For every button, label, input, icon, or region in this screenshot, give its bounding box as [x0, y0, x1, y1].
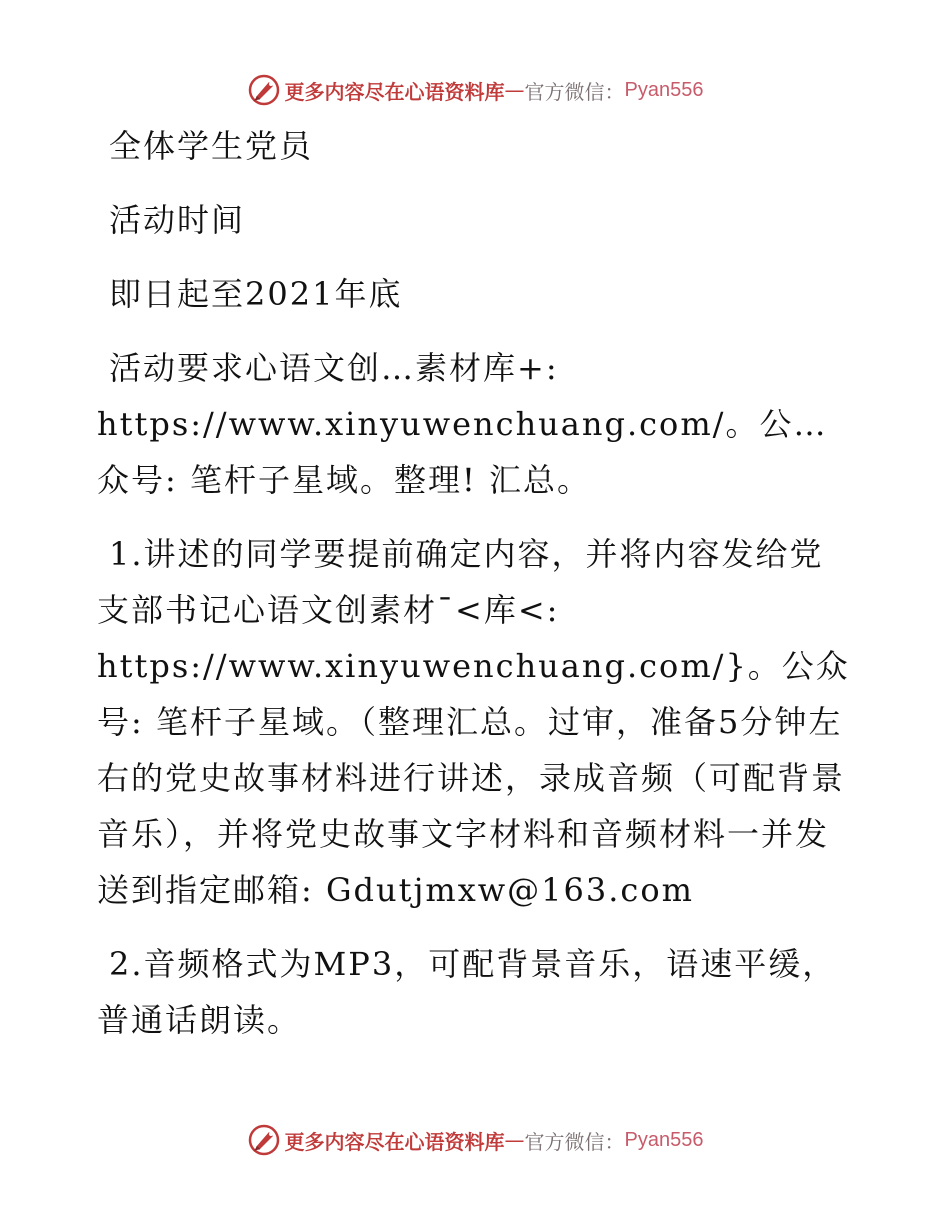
banner-main-text: 更多内容尽在心语资料库 [284, 79, 505, 104]
footer-banner [0, 1120, 950, 1160]
heading-activity-time: 活动时间 [109, 201, 246, 239]
document-body [97, 118, 857, 1048]
pen-nib-logo-icon [247, 1123, 281, 1157]
banner-wechat-id: Pyan556 [624, 78, 704, 101]
banner-dash: — [504, 1128, 525, 1152]
pen-nib-logo-icon [247, 73, 281, 107]
banner-dash: — [504, 78, 525, 102]
paragraph-activity-period: 即日起至2021年底 [109, 275, 403, 313]
paragraph-participants: 全体学生党员 [109, 127, 314, 165]
banner-wechat-label: 官方微信： [524, 79, 625, 104]
header-banner [0, 70, 950, 110]
paragraph-activity-requirements: 活动要求心语文创…素材库+: https://www.xinyuwenchuang.com/。公…众号: 笔杆子星域。整理! 汇总。 [97, 349, 828, 499]
paragraph-requirement-1: 1.讲述的同学要提前确定内容，并将内容发给党支部书记心语文创素材¯<库<: https://www.xinyuwenchuang.com/}。公众号: 笔杆子星域。（整理汇总。过审，准备5分钟左右的党史故事材料进行讲述，录成音频（可配背景音乐），并将党史故事文字材料和音频材料一并发送到指定邮箱: Gdutjmxw@163.com [97, 535, 850, 909]
banner-wechat-label: 官方微信： [524, 1129, 625, 1154]
banner-wechat-id: Pyan556 [624, 1128, 704, 1151]
paragraph-requirement-2: 2.音频格式为MP3，可配背景音乐，语速平缓，普通话朗读。 [97, 945, 837, 1039]
banner-main-text: 更多内容尽在心语资料库 [284, 1129, 505, 1154]
